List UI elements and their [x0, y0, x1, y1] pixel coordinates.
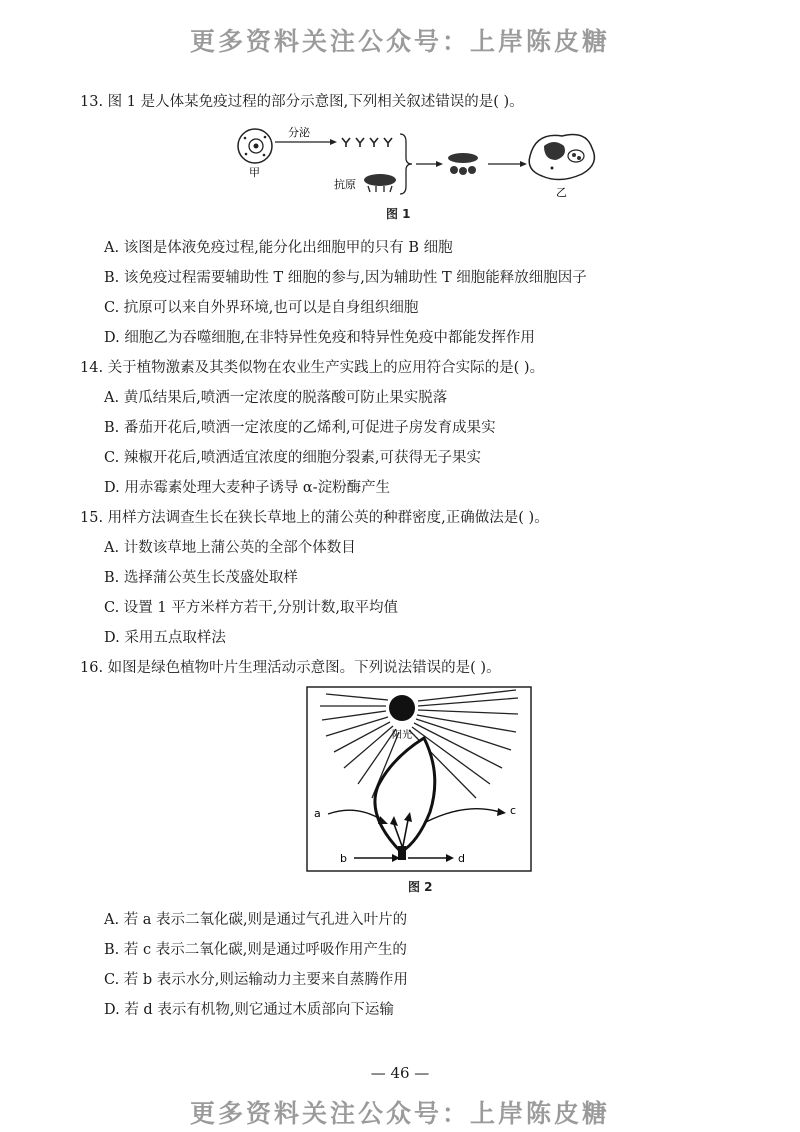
- question-15-stem: 15. 用样方法调查生长在狭长草地上的蒲公英的种群密度,正确做法是( )。: [80, 510, 549, 526]
- watermark-top: 更多资料关注公众号：上岸陈皮糖: [189, 27, 610, 56]
- label-b: b: [340, 852, 347, 865]
- q13-option-c: C. 抗原可以来自外界环境,也可以是自身组织细胞: [104, 300, 419, 316]
- label-d: d: [458, 852, 465, 865]
- label-a: a: [314, 807, 321, 820]
- antigen-antibody-complex-icon: [448, 153, 478, 175]
- q16-option-c: C. 若 b 表示水分,则运输动力主要来自蒸腾作用: [104, 972, 408, 988]
- antigen-label: 抗原: [334, 178, 356, 191]
- arrow-c: [426, 809, 500, 822]
- page-number: — 46 —: [370, 1064, 430, 1082]
- antigen-icon: [364, 174, 396, 192]
- brace: [400, 134, 412, 194]
- plasma-cell-icon: [238, 129, 272, 163]
- sun-icon: [389, 695, 415, 721]
- figure-1-caption: 图 1: [386, 207, 411, 221]
- arrow-a: [328, 810, 382, 820]
- phagocyte-icon: [529, 135, 594, 180]
- q15-option-b: B. 选择蒲公英生长茂盛处取样: [104, 570, 298, 586]
- q14-option-d: D. 用赤霉素处理大麦种子诱导 α-淀粉酶产生: [104, 480, 391, 496]
- question-13-stem: 13. 图 1 是人体某免疫过程的部分示意图,下列相关叙述错误的是( )。: [80, 94, 524, 110]
- q16-option-a: A. 若 a 表示二氧化碳,则是通过气孔进入叶片的: [104, 912, 408, 928]
- sunlight-label: 阳光: [392, 730, 412, 741]
- cell-b-label: 乙: [556, 186, 567, 199]
- q15-option-c: C. 设置 1 平方米样方若干,分别计数,取平均值: [104, 600, 398, 616]
- q13-option-b: B. 该免疫过程需要辅助性 T 细胞的参与,因为辅助性 T 细胞能释放细胞因子: [104, 270, 587, 286]
- question-16-stem: 16. 如图是绿色植物叶片生理活动示意图。下列说法错误的是( )。: [80, 660, 501, 676]
- figure-2-caption: 图 2: [408, 880, 433, 894]
- cell-a-label: 甲: [249, 166, 260, 179]
- antibody-icons: [342, 138, 392, 147]
- watermark-bottom: 更多资料关注公众号：上岸陈皮糖: [189, 1099, 610, 1128]
- q13-option-a: A. 该图是体液免疫过程,能分化出细胞甲的只有 B 细胞: [104, 240, 453, 256]
- q16-option-b: B. 若 c 表示二氧化碳,则是通过呼吸作用产生的: [104, 942, 407, 958]
- q14-option-a: A. 黄瓜结果后,喷洒一定浓度的脱落酸可防止果实脱落: [104, 390, 448, 406]
- secrete-label: 分泌: [288, 126, 310, 139]
- figure-2-leaf-diagram: [306, 686, 532, 872]
- q15-option-a: A. 计数该草地上蒲公英的全部个体数目: [104, 540, 356, 556]
- q15-option-d: D. 采用五点取样法: [104, 630, 226, 646]
- q13-option-d: D. 细胞乙为吞噬细胞,在非特异性免疫和特异性免疫中都能发挥作用: [104, 330, 535, 346]
- q14-option-b: B. 番茄开花后,喷洒一定浓度的乙烯利,可促进子房发育成果实: [104, 420, 496, 436]
- label-c: c: [510, 804, 517, 817]
- question-14-stem: 14. 关于植物激素及其类似物在农业生产实践上的应用符合实际的是( )。: [80, 360, 545, 376]
- q16-option-d: D. 若 d 表示有机物,则它通过木质部向下运输: [104, 1002, 394, 1018]
- q14-option-c: C. 辣椒开花后,喷洒适宜浓度的细胞分裂素,可获得无子果实: [104, 450, 482, 466]
- figure-1-immune-diagram: [230, 120, 610, 202]
